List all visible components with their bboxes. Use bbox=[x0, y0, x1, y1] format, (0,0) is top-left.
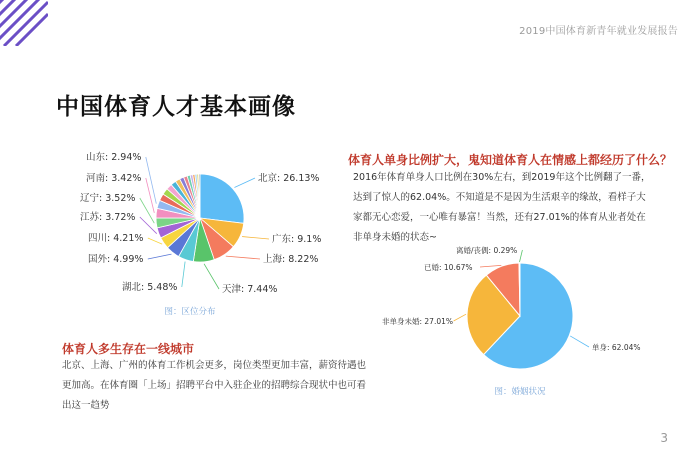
region-slice bbox=[200, 174, 244, 223]
region-leader-line bbox=[148, 238, 162, 244]
marital-pie-chart bbox=[382, 245, 641, 369]
region-slice-label: 国外: 4.99% bbox=[88, 254, 144, 265]
page-title: 中国体育人才基本画像 bbox=[56, 94, 296, 120]
region-pie-caption: 图：区位分布 bbox=[164, 307, 216, 317]
right-section-heading: 体育人单身比例扩大，鬼知道体育人在情感上都经历了什么？ bbox=[348, 153, 673, 167]
left-section-body: 北京、上海、广州的体育工作机会更多，岗位类型更加丰富，薪资待遇也更加高。在体育圈「上场」招聘平台中入驻企业的招聘综合现状中也可看出这一趋势 bbox=[62, 360, 367, 411]
region-slice-label: 辽宁: 3.52% bbox=[80, 193, 136, 204]
region-leader-line bbox=[146, 178, 154, 213]
marital-leader-line bbox=[454, 314, 466, 321]
region-slice-label: 四川: 4.21% bbox=[88, 233, 144, 244]
page-number: 3 bbox=[660, 431, 668, 445]
region-leader-line bbox=[226, 256, 260, 259]
region-leader-line bbox=[242, 237, 269, 239]
marital-slice-label: 已婚: 10.67% bbox=[424, 263, 473, 272]
region-leader-line bbox=[146, 157, 156, 204]
right-section-body: 2016年体育单身人口比例在30%左右，到2019年这个比例翻了一番，达到了惊人的62.04%。不知道是不是因为生活艰辛的缘故，看样子大家都无心恋爱，一心唯有暴富！当然，还有27.01%的体育从业者处在非单身未婚的状态~ bbox=[353, 172, 651, 243]
region-slice-label: 北京: 26.13% bbox=[258, 173, 320, 184]
marital-slice-label: 单身: 62.04% bbox=[592, 343, 641, 352]
left-section-heading: 体育人多生存在一线城市 bbox=[62, 342, 195, 356]
marital-leader-line bbox=[570, 336, 589, 347]
report-header-title: 2019中国体育新青年就业发展报告 bbox=[519, 26, 678, 37]
region-slice-label: 山东: 2.94% bbox=[86, 152, 142, 163]
region-leader-line bbox=[234, 178, 255, 187]
marital-leader-line bbox=[520, 250, 523, 262]
marital-leader-line bbox=[480, 265, 501, 267]
marital-slice-label: 非单身未婚: 27.01% bbox=[382, 317, 454, 326]
marital-pie-caption: 图：婚姻状况 bbox=[494, 387, 546, 397]
region-slice-label: 江苏: 3.72% bbox=[80, 212, 136, 223]
region-pie-chart bbox=[80, 151, 321, 295]
region-slice-label: 湖北: 5.48% bbox=[122, 282, 178, 293]
region-slice-label: 天津: 7.44% bbox=[222, 284, 278, 295]
marital-slice-label: 离婚/丧偶: 0.29% bbox=[456, 246, 518, 255]
region-slice-label: 河南: 3.42% bbox=[86, 173, 142, 184]
region-leader-line bbox=[148, 254, 172, 259]
region-slice-label: 上海: 8.22% bbox=[263, 254, 319, 265]
region-leader-line bbox=[204, 264, 219, 289]
region-leader-line bbox=[182, 262, 185, 287]
region-leader-line bbox=[140, 217, 157, 234]
region-slice-label: 广东: 9.1% bbox=[272, 234, 322, 245]
